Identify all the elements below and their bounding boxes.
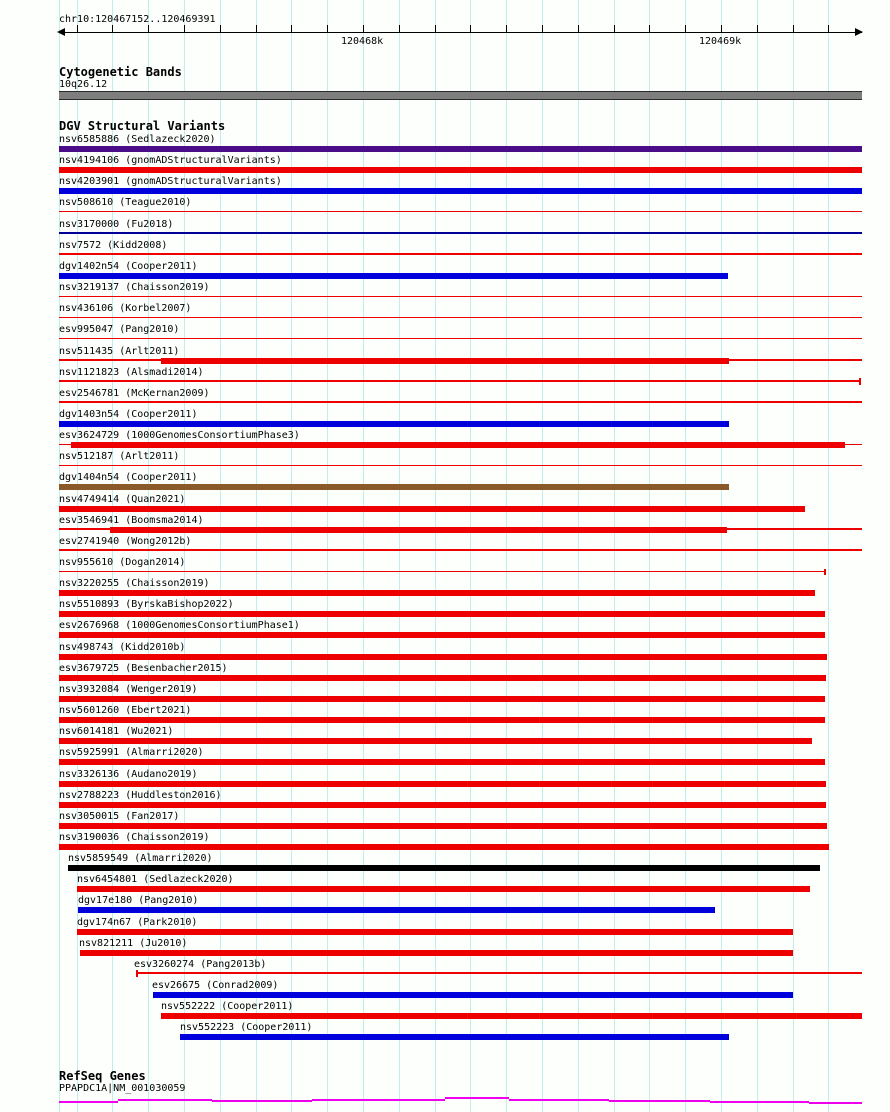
ruler-tick: [399, 25, 400, 33]
ruler-line: [59, 32, 862, 33]
variant-label[interactable]: esv2546781 (McKernan2009): [59, 387, 210, 399]
ruler-tick: [793, 25, 794, 33]
variant-bar[interactable]: [59, 717, 825, 723]
variant-label[interactable]: nsv3932084 (Wenger2019): [59, 683, 198, 695]
variant-bar[interactable]: [59, 296, 862, 298]
variant-bar[interactable]: [59, 421, 729, 427]
variant-label[interactable]: dgv17e180 (Pang2010): [78, 895, 199, 907]
ruler-tick: [470, 25, 471, 33]
variant-bar[interactable]: [59, 632, 825, 638]
ruler-tick: [327, 25, 328, 33]
variant-bar[interactable]: [59, 484, 729, 490]
variant-bar[interactable]: [153, 992, 793, 998]
gene-line-segment[interactable]: [212, 1100, 312, 1102]
variant-bar[interactable]: [161, 358, 729, 364]
variant-bar[interactable]: [59, 167, 862, 173]
variant-label[interactable]: nsv3050015 (Fan2017): [59, 810, 180, 822]
variant-bar[interactable]: [77, 929, 793, 935]
variant-bar[interactable]: [110, 527, 727, 533]
variant-label[interactable]: nsv4194106 (gnomADStructuralVariants): [59, 155, 282, 167]
ruler-right-arrow-icon: [855, 28, 863, 36]
gene-line-segment[interactable]: [710, 1101, 809, 1103]
variant-label[interactable]: nsv2788223 (Huddleston2016): [59, 789, 222, 801]
variant-label[interactable]: nsv6454801 (Sedlazeck2020): [77, 874, 234, 886]
variant-bar[interactable]: [161, 1013, 862, 1019]
gene-line-segment[interactable]: [809, 1102, 862, 1104]
variant-label[interactable]: nsv552223 (Cooper2011): [180, 1022, 313, 1034]
variant-bar[interactable]: [727, 528, 862, 530]
variant-label[interactable]: nsv5601260 (Ebert2021): [59, 705, 192, 717]
variant-label[interactable]: nsv1121823 (Alsmadi2014): [59, 366, 204, 378]
variant-label[interactable]: esv995047 (Pang2010): [59, 324, 180, 336]
variant-bar[interactable]: [59, 571, 826, 573]
variant-label[interactable]: nsv5925991 (Almarri2020): [59, 747, 204, 759]
variant-bar[interactable]: [68, 865, 820, 871]
variant-bar[interactable]: [59, 844, 829, 850]
ruler-tick: [721, 25, 722, 33]
variant-bar[interactable]: [59, 273, 728, 279]
ruler-tick: [363, 25, 364, 33]
variant-bar[interactable]: [59, 590, 815, 596]
ruler-tick: [77, 25, 78, 33]
variant-bar[interactable]: [59, 738, 812, 744]
variant-bar[interactable]: [59, 696, 825, 702]
variant-bar[interactable]: [859, 378, 861, 385]
ruler-left-arrow-icon: [57, 28, 65, 36]
variant-bar[interactable]: [78, 907, 715, 913]
variant-label[interactable]: esv3624729 (1000GenomesConsortiumPhase3): [59, 430, 300, 442]
variant-label[interactable]: nsv5510893 (ByrskaBishop2022): [59, 599, 234, 611]
variant-label[interactable]: nsv3219137 (Chaisson2019): [59, 282, 210, 294]
variant-bar[interactable]: [77, 886, 810, 892]
variant-bar[interactable]: [59, 211, 862, 213]
variant-label[interactable]: nsv436106 (Korbel2007): [59, 303, 192, 315]
variant-bar[interactable]: [845, 444, 862, 446]
ruler-tick: [291, 25, 292, 33]
gene-line-segment[interactable]: [59, 1101, 118, 1103]
variant-label[interactable]: nsv3220255 (Chaisson2019): [59, 578, 210, 590]
variant-bar[interactable]: [59, 338, 862, 340]
ruler-tick: [614, 25, 615, 33]
ruler-tick: [184, 25, 185, 33]
variant-label[interactable]: nsv3190036 (Chaisson2019): [59, 831, 210, 843]
ruler-tick: [685, 25, 686, 33]
variant-bar[interactable]: [59, 359, 161, 361]
variant-label[interactable]: nsv3170000 (Fu2018): [59, 218, 174, 230]
variant-label[interactable]: nsv511435 (Arlt2011): [59, 345, 180, 357]
ruler-tick: [506, 25, 507, 33]
ruler-tick: [578, 25, 579, 33]
variant-label[interactable]: esv3679725 (Besenbacher2015): [59, 662, 228, 674]
ruler-tick: [757, 25, 758, 33]
ruler-tick: [649, 25, 650, 33]
gene-line-segment[interactable]: [445, 1097, 509, 1099]
cytoband-section-title: Cytogenetic Bands: [59, 65, 182, 79]
variant-label[interactable]: nsv7572 (Kidd2008): [59, 239, 168, 251]
variant-label[interactable]: nsv955610 (Dogan2014): [59, 557, 186, 568]
variant-label[interactable]: nsv498743 (Kidd2010b): [59, 641, 186, 653]
variant-bar[interactable]: [80, 950, 793, 956]
variant-label[interactable]: esv2676968 (1000GenomesConsortiumPhase1): [59, 620, 300, 632]
variant-bar[interactable]: [136, 972, 862, 974]
variant-label[interactable]: nsv5859549 (Almarri2020): [68, 853, 213, 865]
variant-label[interactable]: nsv4749414 (Quan2021): [59, 493, 186, 505]
variant-bar[interactable]: [59, 654, 827, 660]
ruler-tick: [256, 25, 257, 33]
variant-bar[interactable]: [59, 528, 110, 530]
variant-label[interactable]: nsv3326136 (Audano2019): [59, 768, 198, 780]
gene-line-segment[interactable]: [509, 1099, 609, 1101]
variant-label[interactable]: dgv174n67 (Park2010): [77, 916, 198, 928]
variant-bar[interactable]: [59, 781, 826, 787]
variant-bar[interactable]: [59, 401, 862, 403]
ruler-tick: [220, 25, 221, 33]
ruler-tick: [112, 25, 113, 33]
variant-bar[interactable]: [59, 232, 862, 234]
variant-label[interactable]: nsv508610 (Teague2010): [59, 197, 192, 209]
cytoband-bar: [59, 91, 862, 100]
variant-bar[interactable]: [59, 317, 862, 319]
variant-bar[interactable]: [59, 823, 827, 829]
variant-label[interactable]: nsv6585886 (Sedlazeck2020): [59, 134, 216, 145]
variant-label[interactable]: nsv552222 (Cooper2011): [161, 1001, 294, 1013]
variant-label[interactable]: esv3260274 (Pang2013b): [134, 958, 267, 970]
variant-bar[interactable]: [59, 465, 862, 467]
variant-bar[interactable]: [59, 146, 862, 152]
gene-line-segment[interactable]: [312, 1099, 445, 1101]
variant-bar[interactable]: [59, 549, 862, 551]
gene-line-segment[interactable]: [118, 1099, 212, 1101]
gene-line-segment[interactable]: [609, 1100, 710, 1102]
variant-label[interactable]: nsv821211 (Ju2010): [79, 937, 188, 949]
dgv-section-title: DGV Structural Variants: [59, 119, 226, 133]
variant-bar[interactable]: [59, 611, 825, 617]
variant-bar[interactable]: [824, 569, 826, 576]
refseq-section-title: RefSeq Genes: [59, 1069, 146, 1083]
variant-bar[interactable]: [180, 1034, 729, 1040]
ruler-tick-label: 120468k: [341, 36, 384, 47]
variant-bar[interactable]: [59, 675, 826, 681]
ruler-tick-label: 120469k: [699, 36, 742, 47]
variant-bar[interactable]: [729, 359, 862, 361]
ruler-tick: [542, 25, 543, 33]
variant-bar[interactable]: [71, 442, 845, 448]
variant-bar[interactable]: [59, 253, 862, 255]
ruler-tick: [828, 25, 829, 33]
variant-label[interactable]: nsv6014181 (Wu2021): [59, 726, 174, 738]
variant-bar[interactable]: [59, 444, 71, 446]
variant-bar[interactable]: [59, 506, 805, 512]
variant-label[interactable]: esv2741940 (Wong2012b): [59, 535, 192, 547]
ruler-tick: [435, 25, 436, 33]
variant-label[interactable]: dgv1402n54 (Cooper2011): [59, 260, 198, 272]
variant-bar[interactable]: [59, 380, 859, 382]
variant-label[interactable]: dgv1404n54 (Cooper2011): [59, 472, 198, 484]
variant-bar[interactable]: [59, 759, 825, 765]
variant-bar[interactable]: [59, 802, 826, 808]
region-coordinates: chr10:120467152..120469391: [59, 14, 216, 25]
variant-bar[interactable]: [59, 188, 862, 194]
variant-label[interactable]: esv3546941 (Boomsma2014): [59, 514, 204, 526]
variant-label[interactable]: esv26675 (Conrad2009): [152, 980, 279, 991]
variant-label[interactable]: nsv4203901 (gnomADStructuralVariants): [59, 176, 282, 188]
cytoband-name: 10q26.12: [59, 79, 108, 90]
gene-name: PPAPDC1A|NM_001030059: [59, 1083, 186, 1094]
ruler-tick: [148, 25, 149, 33]
variant-label[interactable]: nsv512187 (Arlt2011): [59, 451, 180, 463]
variant-label[interactable]: dgv1403n54 (Cooper2011): [59, 408, 198, 420]
